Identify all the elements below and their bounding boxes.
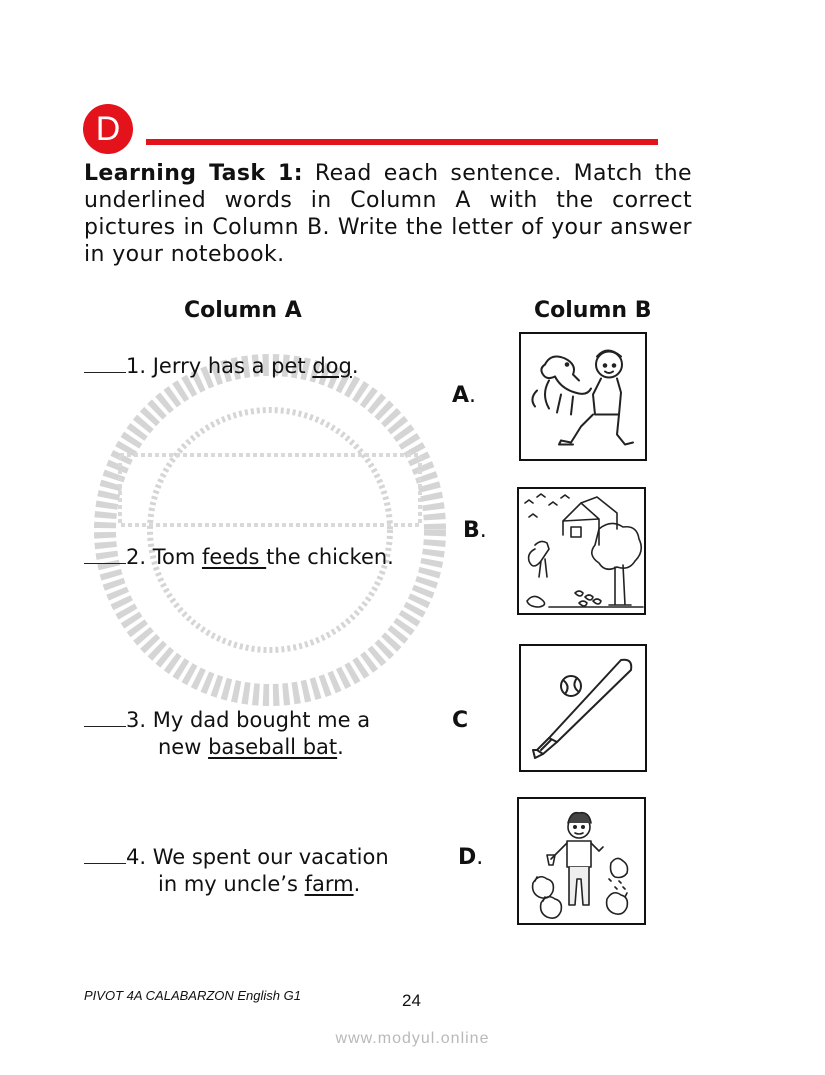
task-label: Learning Task 1:	[84, 161, 303, 186]
page-number: 24	[402, 991, 421, 1010]
item-2: 2. Tom feeds the chicken.	[84, 544, 394, 571]
section-rule	[146, 139, 658, 145]
instructions	[84, 160, 692, 268]
column-b-heading: Column B	[534, 298, 652, 323]
column-a-heading: Column A	[184, 298, 302, 323]
boy-feeding-chickens-picture	[517, 797, 646, 925]
underlined-word: feeds	[201, 545, 267, 569]
instructions-text: Read each sentence. Match the underlined words in Column A with the correct pictures in Column B. Write the letter of your answer in your notebook.	[84, 161, 692, 267]
boy-hugging-dog-picture	[519, 332, 647, 461]
choice-letter-b: B.	[463, 518, 487, 543]
underlined-word: baseball bat	[208, 735, 338, 759]
farm-barn-picture	[517, 487, 646, 615]
underlined-word: farm	[304, 872, 354, 896]
answer-blank[interactable]	[84, 845, 126, 864]
answer-blank[interactable]	[84, 545, 126, 564]
underlined-word: dog	[312, 354, 352, 378]
baseball-bat-picture	[519, 644, 647, 772]
answer-blank[interactable]	[84, 354, 126, 373]
choice-letter-c: C	[452, 708, 469, 733]
choice-letter-a: A.	[452, 383, 477, 408]
item-1: 1. Jerry has a pet dog.	[84, 353, 359, 380]
item-3: 3. My dad bought me a new baseball bat.	[84, 707, 370, 761]
answer-blank[interactable]	[84, 708, 126, 727]
choice-letter-d: D.	[458, 845, 484, 870]
section-badge: D	[83, 104, 133, 154]
site-watermark: www.modyul.online	[335, 1030, 490, 1047]
watermark-stamp	[80, 330, 460, 730]
source-footer: PIVOT 4A CALABARZON English G1	[84, 988, 301, 1003]
item-4: 4. We spent our vacation in my uncle’s farm.	[84, 844, 389, 898]
